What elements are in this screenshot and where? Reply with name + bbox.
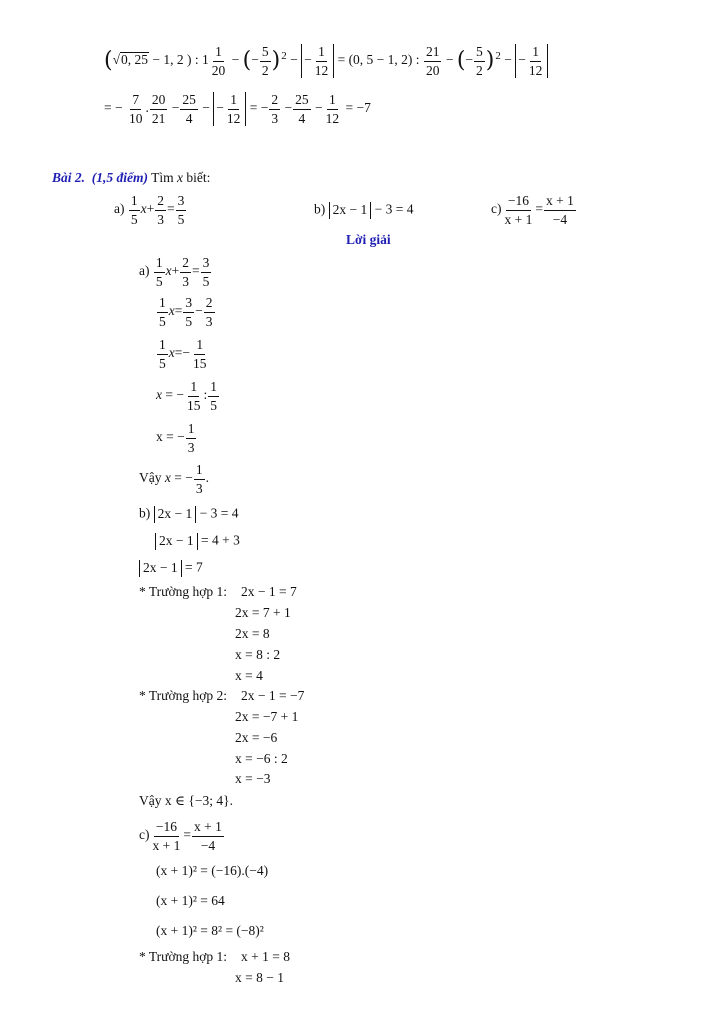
problem-number: Bài 2.: [52, 170, 86, 185]
solution-a-step-1: a) $\frac{1}{5}$ x+ $\frac{2}{3}$ = $\frac{3}{5}$: [139, 255, 210, 289]
fraction: $\frac{21}{20}$: [425, 44, 440, 78]
case-1-line: 2x = 7 + 1: [235, 605, 291, 620]
case-1-line: 2x − 1 = 7: [241, 584, 297, 599]
c-case-1-line: x + 1 = 8: [241, 949, 290, 964]
solution-b-conclusion: Vậy x ∈ {−3; 4}.: [139, 793, 233, 808]
problem-c: c) $\frac{-16}{x + 1}$ = $\frac{x + 1}{-4}$: [491, 193, 574, 227]
case-1-line: x = 4: [235, 668, 263, 683]
absolute-value: − $\frac{1}{12}$: [515, 44, 548, 78]
solution-heading: Lời giải: [346, 232, 391, 247]
term: = (0, 5 − 1, 2) :: [337, 52, 420, 68]
solution-a-conclusion: Vậy x = − $\frac{1}{3}$ .: [139, 462, 209, 496]
problem-a: a) $\frac{1}{5}$ x+ $\frac{2}{3}$ = $\frac{3}{5}$: [114, 193, 185, 227]
solution-b-step-2: 2x − 1 = 4 + 3: [155, 533, 240, 550]
case-2-line: x = −3: [235, 771, 271, 786]
solution-c-step-1: c) $\frac{-16}{x + 1}$ = $\frac{x + 1}{-4}$: [139, 819, 222, 853]
solution-a-step-4: x = − $\frac{1}{15}$ : $\frac{1}{5}$: [156, 379, 217, 413]
root-value: 0, 25: [121, 52, 149, 68]
solution-a-step-3: $\frac{1}{5}$ x=− $\frac{1}{15}$: [159, 337, 207, 371]
fraction: $\frac{1}{20}$: [211, 44, 226, 78]
case-1-line: x = 8 : 2: [235, 647, 281, 662]
problem-title: Bài 2. (1,5 điểm) Tìm x biết:: [52, 170, 211, 185]
solution-c-step-4: (x + 1)² = 8² = (−8)²: [156, 923, 264, 938]
problem-b: b) 2x − 1 − 3 = 4: [314, 201, 414, 217]
c-case-1-label: * Trường hợp 1:: [139, 949, 227, 964]
case-1-label: * Trường hợp 1:: [139, 584, 227, 599]
fraction: $\frac{5}{2}$: [261, 44, 269, 78]
solution-b-step-1: b) 2x − 1 − 3 = 4: [139, 505, 239, 521]
absolute-value: 2x − 1: [329, 202, 372, 219]
colon-mixed: ) : 1: [187, 52, 209, 68]
term: − 1, 2: [152, 52, 184, 68]
case-2-line: 2x = −7 + 1: [235, 709, 299, 724]
case-2-line: 2x = −6: [235, 730, 278, 745]
solution-b-step-3: 2x − 1 = 7: [139, 560, 203, 577]
prompt: Tìm: [151, 170, 174, 185]
case-2-line: 2x − 1 = −7: [241, 688, 305, 703]
case-2-label: * Trường hợp 2:: [139, 688, 227, 703]
solution-c-step-3: (x + 1)² = 64: [156, 893, 225, 908]
solution-a-step-2: $\frac{1}{5}$ x= $\frac{3}{5}$ − $\frac{2}{3}$: [159, 295, 213, 329]
problem-points: (1,5 điểm): [91, 170, 149, 185]
top-expression-line-1: (√0, 25 − 1, 2 ) : 1 $\frac{1}{20}$ − (− $\frac{5}{2}$ )$^2$ − − $\frac{1}{12}$ = (0, 5 − 1, 2) : $\frac{21}{20}$ − (− $\frac{5}{2}$ )$^2$ − − $\frac{1}{12}$: [104, 44, 548, 78]
solution-c-step-2: (x + 1)² = (−16).(−4): [156, 863, 269, 878]
c-case-1-line: x = 8 − 1: [235, 970, 284, 985]
absolute-value: − $\frac{1}{12}$: [301, 44, 334, 78]
case-1-line: 2x = 8: [235, 626, 270, 641]
solution-a-step-5: x = − $\frac{1}{3}$: [156, 421, 195, 455]
case-2-line: x = −6 : 2: [235, 751, 288, 766]
minus: −: [231, 52, 240, 68]
top-expression-line-2: = − $\frac{7}{10}$ . $\frac{20}{21}$ − $\frac{25}{4}$ − − $\frac{1}{12}$ = − $\frac{2}{3}$ − $\frac{25}{4}$ − $\frac{1}{12}$ = −7: [104, 92, 371, 126]
